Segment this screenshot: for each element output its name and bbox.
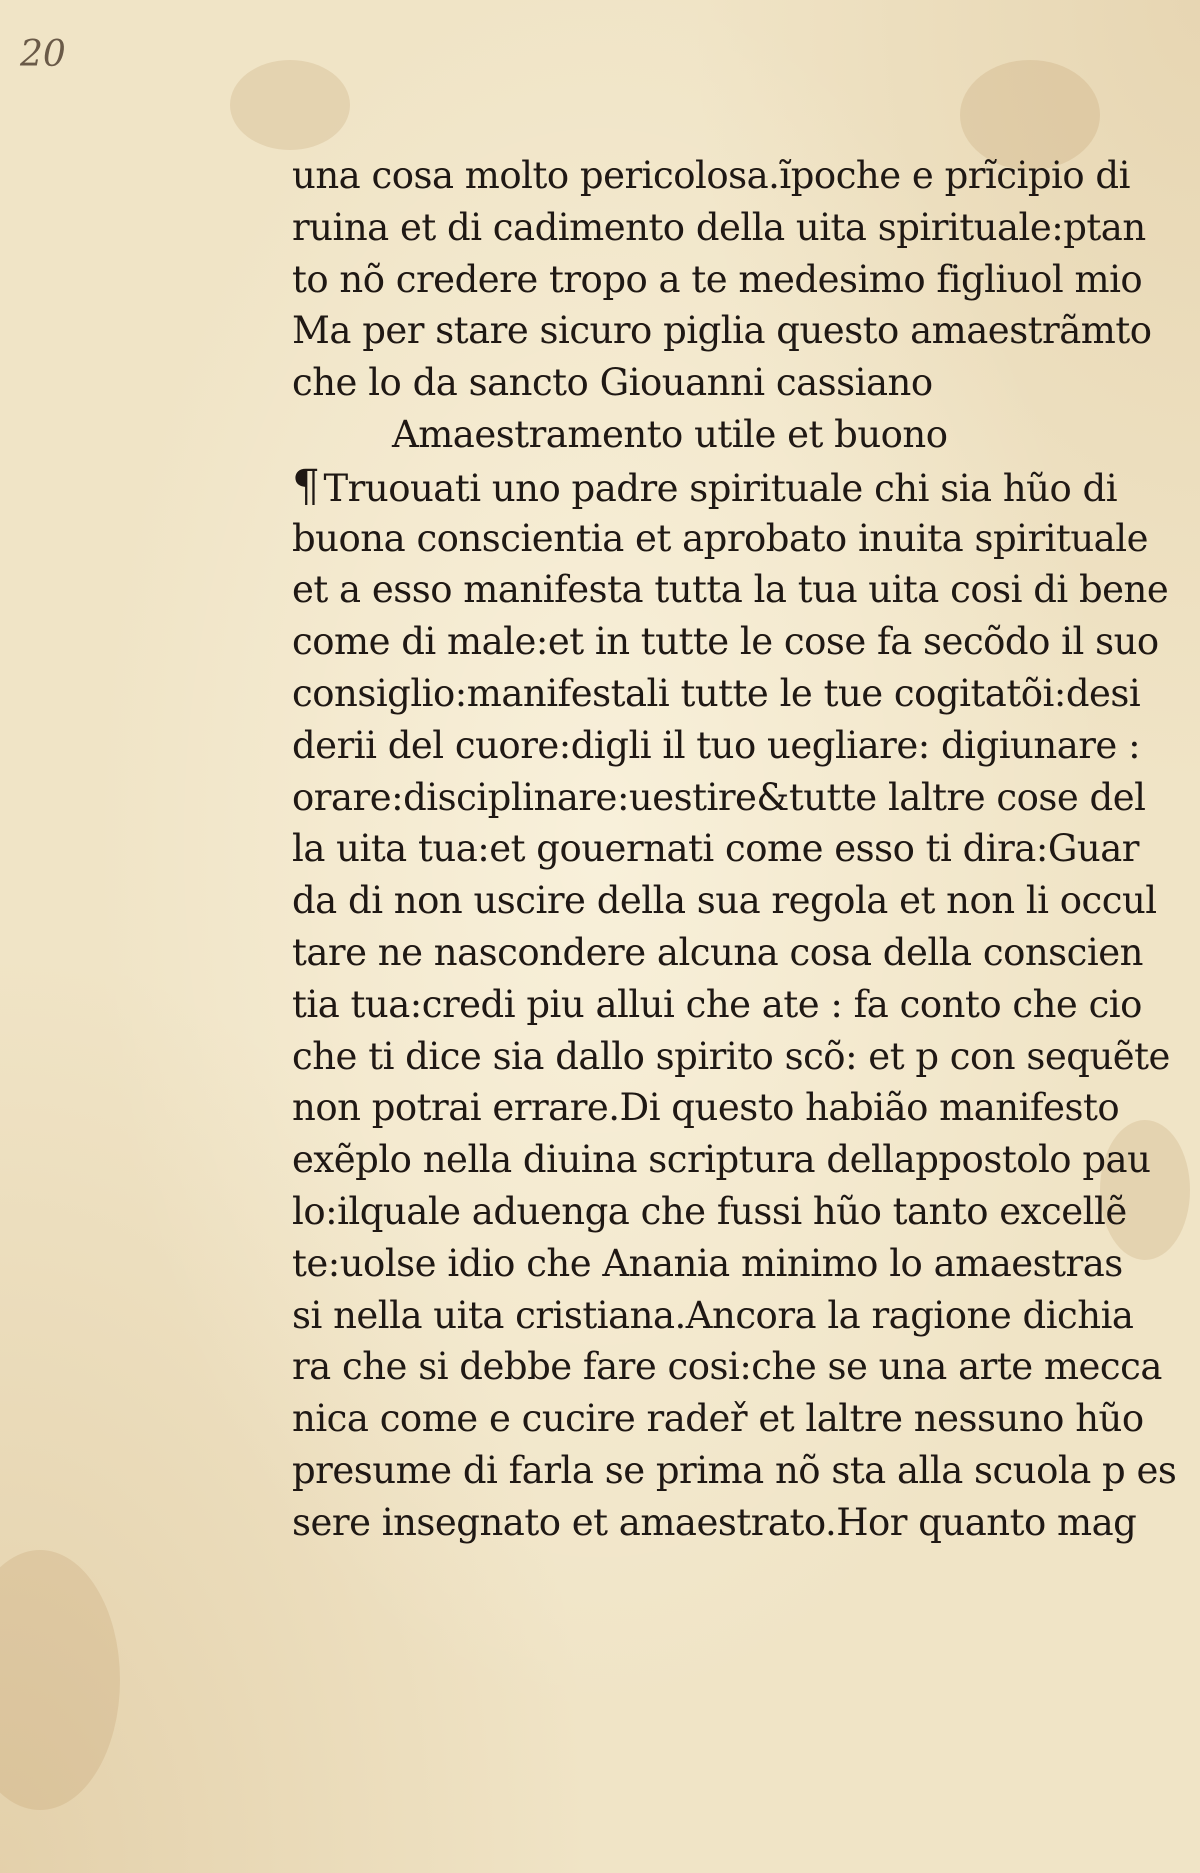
text-line: orare:disciplinare:uestire&tutte laltre cose del [292, 775, 1146, 819]
text-line: et a esso manifesta tutta la tua uita cosi di bene [292, 568, 1169, 612]
text-line: che lo da sancto Giouanni cassiano [292, 361, 933, 405]
text-line: consiglio:manifestali tutte le tue cogitatõi:desi [292, 671, 1141, 715]
paper-stain [230, 60, 350, 150]
text-block [292, 150, 1177, 1549]
text-line: sere insegnato et amaestrato.Hor quanto mag [292, 1500, 1137, 1544]
paragraph-2-first-line [292, 460, 1118, 513]
text-line: una cosa molto pericolosa.ĩpoche e prĩcipio di [292, 154, 1130, 197]
paper-stain [0, 1550, 120, 1810]
text-line: derii del cuore:digli il tuo uegliare: digiunare : [292, 723, 1141, 767]
text-line: tare ne nascondere alcuna cosa della conscien [292, 930, 1143, 974]
text-line: la uita tua:et gouernati come esso ti dira:Guar [292, 827, 1139, 871]
text-line: to nõ credere tropo a te medesimo figliuol mio [292, 257, 1143, 301]
paragraph-1 [292, 150, 1152, 409]
text-line: da di non uscire della sua regola et non li occul [292, 879, 1157, 923]
text-line: lo:ilquale aduenga che fussi hũo tanto excellẽ [292, 1189, 1127, 1233]
text-line: come di male:et in tutte le cose fa secõdo il suo [292, 620, 1159, 664]
text-line: che ti dice sia dallo spirito scõ: et p con sequẽte [292, 1034, 1170, 1078]
text-line: presume di farla se prima nõ sta alla scuola p es [292, 1448, 1177, 1492]
folio-number: 20 [20, 34, 66, 75]
text-line: te:uolse idio che Anania minimo lo amaestras [292, 1241, 1123, 1285]
text-line: Truouati uno padre spirituale chi sia hũo di [323, 466, 1118, 510]
section-heading: Amaestramento utile et buono [392, 412, 948, 456]
text-line: si nella uita cristiana.Ancora la ragione dichia [292, 1293, 1134, 1337]
pilcrow-mark: ¶ [292, 460, 320, 512]
text-line: ra che si debbe fare cosi:che se una arte mecca [292, 1345, 1162, 1389]
text-line: buona conscientia et aprobato inuita spirituale [292, 516, 1148, 560]
text-line: exẽplo nella diuina scriptura dellappostolo pau [292, 1138, 1151, 1182]
paragraph-2 [292, 513, 1177, 1549]
text-line: nica come e cucire radeř et laltre nessuno hũo [292, 1397, 1144, 1441]
text-line: non potrai errare.Di questo habião manifesto [292, 1086, 1120, 1130]
text-line: Ma per stare sicuro piglia questo amaestrãmto [292, 309, 1152, 353]
text-line: ruina et di cadimento della uita spirituale:ptan [292, 205, 1146, 249]
text-line: tia tua:credi piu allui che ate : fa conto che cio [292, 982, 1142, 1026]
